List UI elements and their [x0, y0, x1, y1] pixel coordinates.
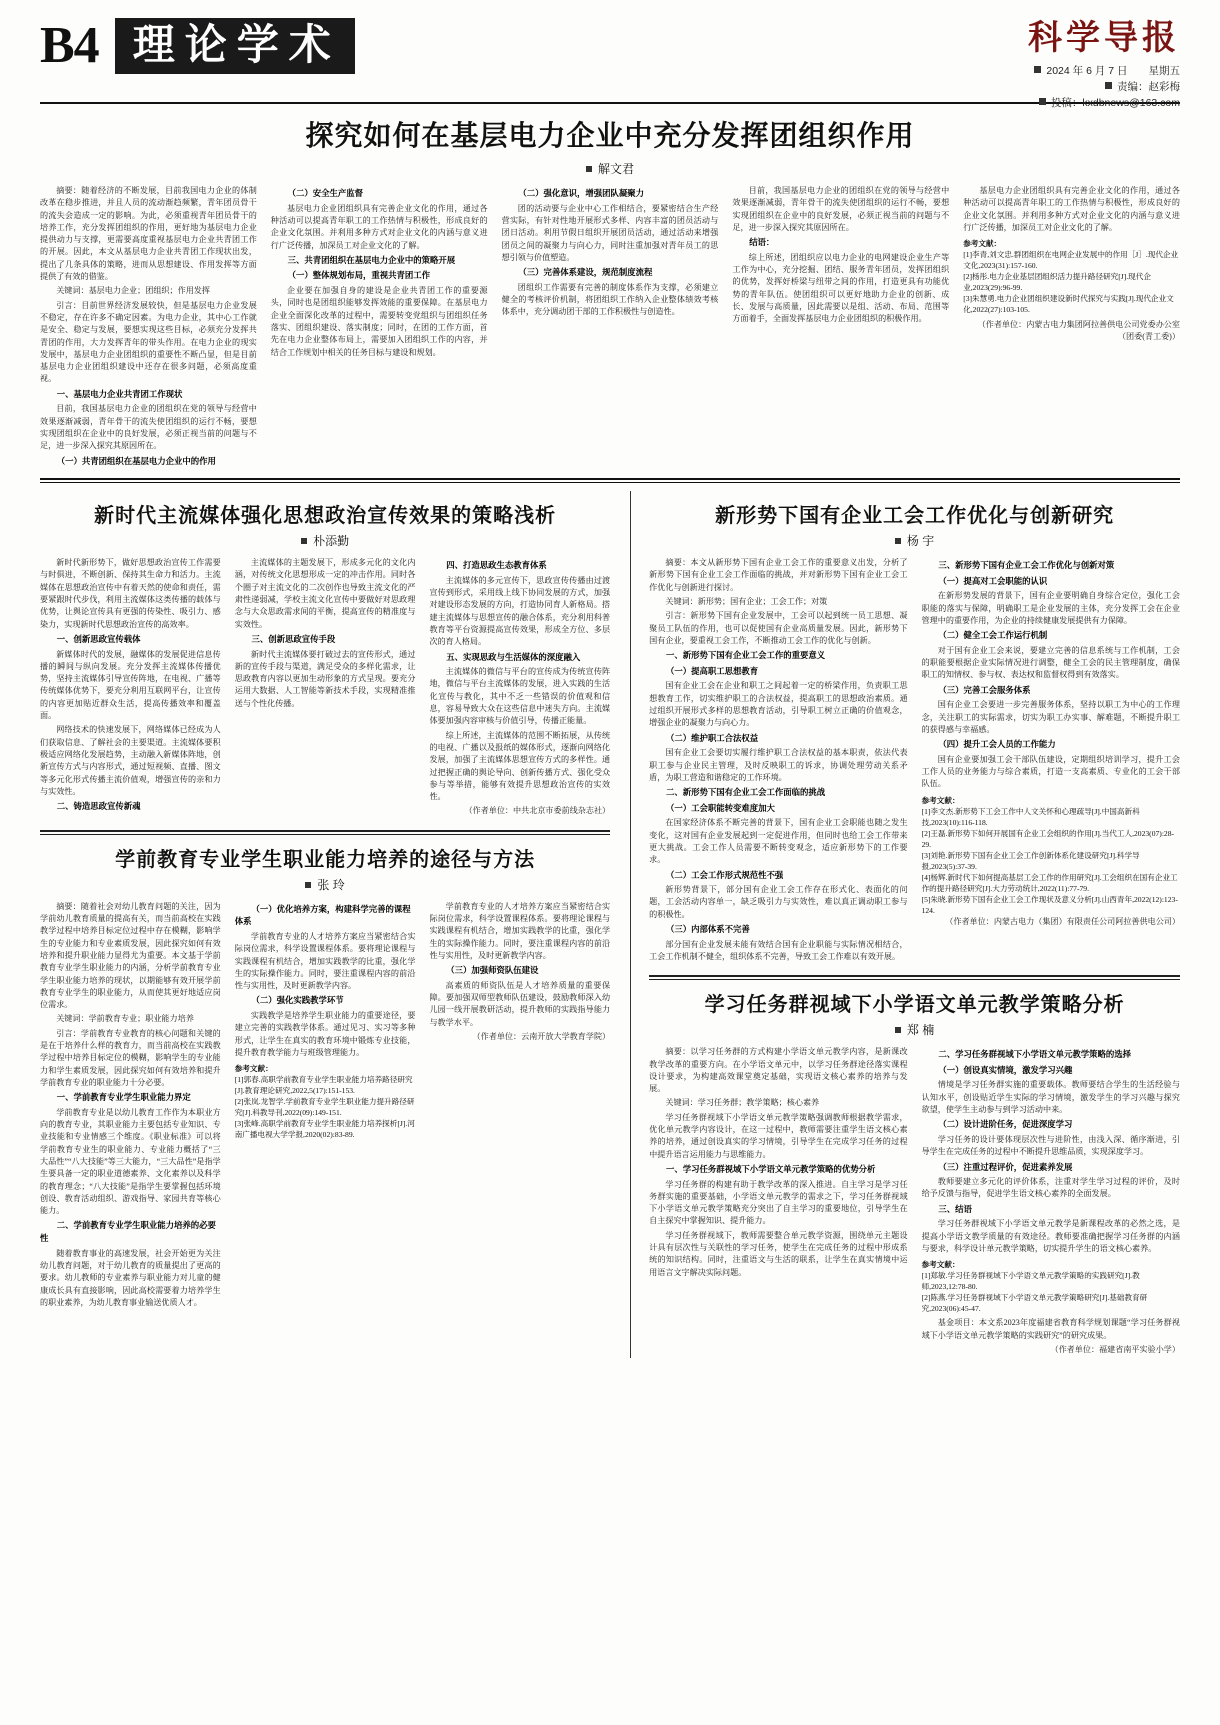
article-5-abstract: 摘要：以学习任务群的方式构建小学语文单元教学内容，是新课改教学改革的重要方向。在小学语文单元中，以学习任务群途径落实课程设计要求，为构建高效课堂奠定基础，实现语文核心素养的培养与发展。 — [649, 1047, 908, 1094]
article-1-affiliation: （作者单位：内蒙古电力集团阿拉善供电公司党委办公室（团委(青工委)） — [977, 320, 1180, 342]
article-5-heading: （一）创设真实情境，激发学习兴趣 — [938, 1065, 1073, 1075]
article-4-lead: 引言：新形势下国有企业发展中，工会可以起到统一员工思想、凝聚员工队伍的作用，也可以促使国有企业高质量发展。因此，新形势下国有企业，要重视工会工作，不断推动工会工作的优化与创新。 — [649, 611, 908, 645]
article-3-byline — [40, 876, 610, 893]
divider-minor — [649, 979, 1180, 980]
article-3-heading: （一）优化培养方案，构建科学完善的课程体系 — [234, 904, 411, 927]
reference-item: [3]刘艳.新形势下国有企业工会工作创新体系化建设研究[J].科学导报,2023(5):37-39. — [921, 850, 1140, 871]
article-1-heading: 结语： — [749, 238, 775, 248]
bullet-icon — [895, 538, 901, 544]
article-4-para: 新形势背景下，部分国有企业工会工作存在形式化、表面化的问题，工会活动内容单一，缺乏吸引力与实效性，难以真正调动职工参与的积极性。 — [649, 885, 908, 919]
article-4-para: 在国家经济体系不断完善的背景下，国有企业工会职能也随之发生变化，这对国有企业发展起到一定促进作用，但同时也给工会工作带来更大挑战。工会工作人员需要不断转变观念，适应新形势下的工作要求。 — [649, 818, 908, 865]
bullet-icon — [301, 538, 307, 544]
article-1-para: 团的活动要与企业中心工作相结合，要紧密结合生产经营实际，有针对性地开展形式多样、内容丰富的团员活动与团日活动。利用节假日组织开展团员活动，通过活动来增强团员之间的凝聚力与向心力，同时注重加强对青年员工的思想引领与价值塑造。 — [501, 203, 719, 262]
article-1-para: 基层电力企业团组织具有完善企业文化的作用，通过各种活动可以提高青年职工的工作热情与积极性，形成良好的企业文化氛围。并利用多种方式对企业文化的内涵与意义进行广泛传播，加深员工对企业文化的了解。 — [963, 186, 1180, 232]
article-4 — [649, 499, 1180, 965]
masthead-meta — [1028, 64, 1180, 111]
article-4-columns — [649, 557, 1180, 965]
article-1-para: 企业要在加强自身的建设是企业共青团工作的重要源头，同时也是团组织能够发挥效能的重要保障。在基层电力企业全面深化改革的过程中，需要转变党组织与团组织任务落实、团组织建设、落实制度；同时，在团的工作方面，首先在电力企业整体布局上，需要加入团组织工作的内容，并结合工作规划中相关的任务目标与建设和规划。 — [270, 286, 488, 357]
article-1-heading: （一）整体规划布局，重视共青团工作 — [287, 271, 430, 281]
article-3-para: 学前教育专业的人才培养方案应当紧密结合实际岗位需求，科学设置课程体系。要将理论课程与实践课程有机结合，增加实践教学的比重，强化学生的实际操作能力。同时，要注重课程内容的前沿性与实用性，及时更新教学内容。 — [429, 901, 611, 960]
article-4-abstract: 摘要：本文从新形势下国有企业工会工作的重要意义出发，分析了新形势下国有企业工会工作面临的挑战，并对新形势下国有企业工会工作优化与创新进行探讨。 — [649, 558, 908, 592]
article-4-col-1 — [649, 557, 907, 965]
article-1-heading: （二）强化意识，增强团队凝聚力 — [518, 189, 645, 198]
article-4-heading: （二）工会工作形式规范性不强 — [665, 870, 784, 880]
article-5-para: 学习任务群视域下，教师需要整合单元教学资源，围绕单元主题设计具有层次性与关联性的学习任务，使学生在完成任务的过程中形成系统的知识结构。同时，注重语文与生活的联系，让学生在真实情境中运用语言文字解决实际问题。 — [649, 1230, 908, 1277]
bullet-icon — [895, 1027, 901, 1033]
reference-item: [4]杨辉.新时代下如何提高基层工会工作的作用研究[J].工会组织在国有企业工作的提升路径研究[J].大力劳动统计,2022(11):77-79. — [921, 872, 1178, 893]
article-1-keywords: 关键词：基层电力企业；团组织；作用发挥 — [56, 286, 210, 296]
article-5-para: 教师要建立多元化的评价体系，注重对学生学习过程的评价，及时给予反馈与指导，促进学生语文核心素养的全面发展。 — [921, 1177, 1180, 1199]
reference-item: [3]朱慧勇.电力企业团组织建设新时代探究与实践[J].现代企业文化,2022(27):103-105. — [963, 294, 1174, 315]
article-2-para: 主流媒体的主题发展下，形成多元化的文化内涵，对传统文化思想形成一定的冲击作用。同时各个圈子对主流文化的二次创作也导致主流文化的严肃性递弱减，学校主流文化宣传中要做好对思政理念与大众思政需求间的平衡，提高宣传的精准度与实效性。 — [234, 558, 416, 629]
article-3-lead: 引言：学前教育专业教育的核心问题和关键的是在于培养什么样的教育力，而当前高校在实践教学过程中培养目标定位的模糊，影响学生的专业能力和学生素质发展，因此探究如何有效培养和提升学前教育专业的职业能力十分必要。 — [40, 1028, 221, 1087]
article-2-para: 新时代主流媒体要打破过去的宣传形式，通过新的宣传手段与渠道，满足受众的多样化需求，让思政教育内容以更加生动形象的方式呈现。要充分运用大数据、人工智能等新技术手段，实现精准推送与个性化传播。 — [234, 649, 416, 708]
article-5-heading: （二）设计进阶任务，促进深度学习 — [938, 1120, 1073, 1130]
paper-name: 科学导报 — [1028, 20, 1180, 57]
article-2-heading: 二、铸造思政宣传新魂 — [56, 802, 141, 812]
article-4-heading: （三）完善工会服务体系 — [938, 685, 1031, 695]
article-4-para: 国有企业工会要进一步完善服务体系，坚持以职工为中心的工作理念，关注职工的实际需求，切实为职工办实事、解难题，不断提升职工的获得感与幸福感。 — [921, 700, 1180, 734]
reference-item: [2]王磊.新形势下如何开展国有企业工会组织的作用[J].当代工人,2023(07):28-29. — [921, 828, 1175, 849]
refs-title: 参考文献： — [234, 1064, 273, 1074]
article-5-col-2 — [922, 1046, 1180, 1358]
article-2-columns — [40, 557, 610, 820]
article-5-para: 情境是学习任务群实施的重要载体。教师要结合学生的生活经验与认知水平，创设贴近学生实际的学习情境，激发学生的学习兴趣与探究欲望，使学生主动参与到学习活动中来。 — [921, 1080, 1180, 1115]
article-1-lead: 引言：目前世界经济发展较快，但是基层电力企业发展不稳定，存在许多不确定因素。为电力企业，其中心工作就是安全、稳定与发展，要想实现这些目标，必须充分发挥共青团的作用，大力发挥青年的带头作用。在电力企业的现实发展中，基层电力企业团组织的重要性不断凸显，但是目前基层电力企业团组织建设中还存在很多问题，必须高度重视。 — [40, 300, 257, 384]
article-3 — [40, 843, 610, 1311]
article-2-para: 新时代新形势下，做好思想政治宣传工作需要与时俱进，不断创新、保持其生命力和活力。主流媒体在思想政治宣传中有着天然的使命和责任，需要紧跟时代步伐，利用主流媒体这类传播的载体与优势，让舆论宣传具有更强的传染性、吸引力、感染力，实现新时代思想政治宣传的高效率。 — [40, 558, 221, 629]
reference-item: [1]李青,刘文忠.群团组织在电网企业发展中的作用［J］.现代企业文化,2023(31):157-160. — [963, 250, 1179, 271]
page-folio: B4 — [40, 17, 99, 74]
article-1-references — [963, 238, 1180, 315]
article-2-author: 朴添勤 — [313, 534, 350, 549]
article-3-heading: 一、学前教育专业学生职业能力界定 — [56, 1093, 191, 1103]
article-1-byline — [40, 160, 1180, 177]
article-2-heading: 五、实现思政与生活媒体的深度融入 — [446, 652, 581, 662]
article-1-title: 探究如何在基层电力企业中充分发挥团组织作用 — [305, 120, 915, 151]
article-4-para: 在新形势发展的背景下，国有企业要明确自身综合定位，强化工会职能的落实与保障，明确职工是企业发展的主体，充分发挥工会在企业管理中的重要作用，为企业的持续健康发展提供有力保障。 — [921, 591, 1180, 625]
article-4-references — [922, 795, 1180, 916]
article-2-title: 新时代主流媒体强化思想政治宣传效果的策略浅析 — [94, 505, 557, 528]
article-2-para: 主流媒体的微信与平台的宣传成为传统宣传阵地，微信与平台主流媒体的发展，进入实践的生活化宣传与教化，其中不乏一些错误的价值观和信息，容易导致大众在这些信息中迷失方向。主流媒体要加强内容审核与价值引导，传播正能量。 — [429, 667, 611, 726]
article-1-para: 目前，我国基层电力企业的团组织在党的领导与经营中效果逐渐减弱，青年骨干的流失使团组织的运行不畅，要想实现团组织在企业中的良好发展，必须正视当前的问题与不足，进一步深入探究其原因所在。 — [732, 186, 950, 232]
article-2-col-1 — [40, 557, 221, 820]
bullet-icon — [305, 882, 311, 888]
article-3-para: 学前教育专业是以幼儿教育工作作为本职业方向的教育专业，其职业能力主要包括专业知识、专业技能和专业情感三个维度。《职业标准》可以将学前教育专业生的职业能力、专业能力概括了“三大品性”“八大技能”等三大能力，“三大品性”是指学生要具备一定的职业道德素养、文化素养以及科学的教育理念；“八大技能”是指学生要掌握包括环境创设、教育活动组织、游戏指导、家园共育等核心能力。 — [40, 1107, 221, 1216]
article-4-heading: 三、新形势下国有企业工会工作优化与创新对策 — [938, 561, 1115, 571]
article-2-byline — [40, 532, 610, 549]
article-4-heading: （二）健全工会工作运行机制 — [938, 631, 1048, 641]
article-4-keywords: 关键词：新形势；国有企业；工会工作；对策 — [665, 597, 828, 607]
article-5-para: 学习任务群的构建有助于教学改革的深入推进。自主学习是学习任务群实施的重要基础，小学语文单元教学的需求之下，学习任务群视域下小学语文单元教学策略充分突出了自主学习的重要地位，引导学生在自主探究中掌握知识、提升能力。 — [649, 1179, 908, 1226]
article-3-columns — [40, 901, 610, 1311]
divider-major — [649, 975, 1180, 977]
article-4-heading: （一）提高对工会职能的认识 — [938, 576, 1048, 586]
article-4-title: 新形势下国有企业工会工作优化与创新研究 — [715, 505, 1115, 528]
article-2 — [40, 499, 610, 820]
article-3-heading: （三）加强师资队伍建设 — [446, 966, 539, 976]
article-1-col-5 — [963, 185, 1180, 470]
article-2-heading: 四、打造思政生态教育体系 — [446, 561, 547, 571]
masthead — [40, 17, 1180, 109]
reference-item: [2]陈燕.学习任务群视域下小学语文单元教学策略研究[J].基础教育研究,2023(06):45-47. — [921, 1293, 1148, 1314]
article-4-heading: （四）提升工会人员的工作能力 — [938, 740, 1056, 750]
article-1-para: 综上所述，团组织应以电力企业的电网建设企业生产等工作为中心，充分挖掘、团结、服务青年团员，发挥团组织的优势，发挥好桥梁与纽带之间的作用，打造更具有功能优势的青年队伍。使团组织可以更好地助力企业的创新、成长、发展与高质量，因此需要以是组、活动、布局、范围等方面着手，全面发挥基层电力企业团组织的积极作用。 — [732, 252, 950, 324]
article-5-col-1 — [649, 1046, 907, 1358]
divider-major — [40, 478, 1180, 480]
article-4-para: 国有企业工会要切实履行维护职工合法权益的基本职责，依法代表职工参与企业民主管理，及时反映职工的诉求，协调处理劳动关系矛盾，为职工营造和谐稳定的工作环境。 — [649, 748, 908, 782]
article-3-para: 实践教学是培养学生职业能力的重要途径，要建立完善的实践教学体系。通过见习、实习等多种形式，让学生在真实的教育环境中锻炼专业技能，提升教育教学能力与班级管理能力。 — [234, 1011, 416, 1057]
article-1-heading: （三）完善体系建设，规范制度流程 — [518, 268, 653, 278]
lower-left-column — [40, 491, 610, 1358]
bullet-icon — [586, 166, 592, 172]
article-1-columns — [40, 185, 1180, 470]
article-3-col-1 — [40, 901, 221, 1311]
article-4-heading: 一、新形势下国有企业工会工作的重要意义 — [665, 651, 826, 661]
reference-item: [5]朱晓.新形势下国有企业工会工作现状及意义分析[J].山西青年,2022(12):123-124. — [921, 894, 1178, 915]
refs-title: 参考文献： — [921, 1260, 960, 1270]
article-1-heading: （一）共青团组织在基层电力企业中的作用 — [56, 456, 216, 466]
article-3-heading: （二）强化实践教学环节 — [251, 996, 344, 1006]
article-3-references — [235, 1063, 416, 1140]
article-5-heading: （三）注重过程评价，促进素养发展 — [938, 1162, 1073, 1172]
article-5-heading: 三、结语 — [938, 1204, 972, 1214]
article-1-col-2 — [271, 185, 488, 470]
refs-title: 参考文献： — [921, 795, 960, 805]
article-1-col-4 — [732, 185, 949, 470]
bullet-icon — [1034, 66, 1041, 73]
article-5-heading: 一、学习任务群视域下小学语文单元教学策略的优势分析 — [665, 1164, 876, 1174]
reference-item: [2]杨彤.电力企业基层团组织活力提升路径研究[J].现代企业,2023(29):96-99. — [963, 272, 1151, 293]
article-4-para: 国有企业工会在企业和职工之间起着一定的桥梁作用，负责职工思想教育工作，切实维护职工的合法权益，提高职工的思想政治素质。通过组织开展形式多样的思想教育活动，引导职工树立正确的价值观念，增强企业的凝聚力与向心力。 — [649, 681, 908, 728]
reference-item: [2]张岚.龙智学.学前教育专业学生职业能力提升路径研究[J].科教导刊,2022(09):149-151. — [234, 1097, 415, 1118]
article-1-para: 基层电力企业团组织具有完善企业文化的作用，通过各种活动可以提高青年职工的工作热情与积极性，形成良好的企业文化氛围。并利用多种方式对企业文化的内涵与意义进行广泛传播，加深员工对企业文化的了解。 — [270, 203, 488, 250]
issue-date: 2024 年 6 月 7 日 星期五 — [1046, 65, 1180, 77]
masthead-left — [40, 18, 1180, 74]
article-4-para: 对于国有企业工会来说，要建立完善的信息系统与工作机制，工会的职能要根据企业实际情况进行调整，健全工会的民主管理制度，确保职工的知情权、参与权、表达权和监督权得到有效落实。 — [921, 645, 1180, 680]
article-5-author: 郑 楠 — [906, 1023, 935, 1038]
article-4-col-2 — [922, 557, 1180, 965]
article-1-para: 团组织工作需要有完善的制度体系作为支撑，必须建立健全的考核评价机制，将团组织工作纳入企业整体绩效考核体系中，充分调动团干部的工作积极性与创造性。 — [501, 282, 719, 317]
reference-item: [1]郭春.高职学前教育专业学生职业能力培养路径研究[J].教育理论研究,2022,5(17):151-153. — [234, 1075, 413, 1096]
lower-grid-row — [40, 491, 1180, 1358]
article-4-heading: （三）内部体系不完善 — [665, 925, 750, 935]
article-5-title: 学习任务群视域下小学语文单元教学策略分析 — [704, 994, 1125, 1017]
reference-item: [1]郑敏.学习任务群视域下小学语文单元教学策略的实践研究[J].教师,2023,12:78-80. — [921, 1271, 1140, 1292]
masthead-right — [1028, 22, 1180, 111]
article-3-col-3 — [429, 901, 610, 1311]
section-title: 理论学术 — [115, 18, 355, 74]
reference-item: [1]李文杰.新形势下工会工作中人文关怀和心理疏导[J].中国高新科技,2023(10):116-118. — [921, 806, 1140, 827]
article-2-heading: 三、创新思政宣传手段 — [251, 634, 336, 644]
article-1-heading: （二）安全生产监督 — [287, 189, 363, 198]
article-3-col-2 — [235, 901, 416, 1311]
article-2-col-2 — [235, 557, 416, 820]
article-5-para: 学习任务群视域下小学语文单元教学是新课程改革的必然之选，是提高小学语文教学质量的有效途径。教师要准确把握学习任务群的内涵与要求，科学设计单元教学策略，切实提升学生的语文核心素养。 — [921, 1219, 1180, 1253]
article-2-para: 新媒体时代的发展，融媒体的发展促进信息传播的瞬间与纵向发展。充分发挥主流媒体传播优势，坚持主流媒体引导宣传阵地，在电视、广播等传统媒体优势下，要充分利用互联网平台，让宣传的内容更加贴近群众生活，提高传播效率和覆盖面。 — [40, 649, 221, 721]
divider-minor — [40, 834, 610, 835]
bullet-icon — [1039, 98, 1046, 105]
submission-email: 投稿：kxdbnews@163.com — [1050, 96, 1180, 109]
masthead-rule — [40, 102, 1180, 104]
lower-grid — [40, 491, 1180, 1358]
article-2-affiliation: （作者单位：中共北京市委前线杂志社） — [464, 806, 611, 816]
editor-line: 责编：赵彩梅 — [1117, 80, 1180, 93]
article-1-heading: 一、基层电力企业共青团工作现状 — [56, 389, 183, 399]
article-4-para: 国有企业要加强工会干部队伍建设，定期组织培训学习，提升工会工作人员的业务能力与综合素质，打造一支高素质、专业化的工会干部队伍。 — [921, 754, 1180, 789]
article-4-para: 部分国有企业发展未能有效结合国有企业职能与实际情况相结合，工会工作机制不健全，组织体系不完善，导致工会工作难以有效开展。 — [649, 939, 908, 961]
article-1-col-1 — [40, 185, 257, 470]
article-3-keywords: 关键词：学前教育专业；职业能力培养 — [56, 1014, 194, 1024]
article-3-para: 学前教育专业的人才培养方案应当紧密结合实际岗位需求，科学设置课程体系。要将理论课程与实践课程有机结合，增加实践教学的比重，强化学生的实际操作能力。同时，要注重课程内容的前沿性与实用性，及时更新教学内容。 — [234, 931, 416, 991]
article-4-heading: （一）提高职工思想教育 — [665, 666, 759, 676]
article-3-heading: 二、学前教育专业学生职业能力培养的必要性 — [40, 1221, 216, 1244]
article-2-heading: 一、创新思政宣传载体 — [56, 634, 141, 644]
article-1-para: 目前，我国基层电力企业的团组织在党的领导与经营中效果逐渐减弱，青年骨干的流失使团组织的运行不畅，要想实现团组织在企业中的良好发展，必须正视当前的问题与不足，进一步深入探究其原因所在。 — [40, 404, 257, 451]
article-5-keywords: 关键词：学习任务群；教学策略；核心素养 — [665, 1098, 820, 1108]
article-4-heading: 二、新形势下国有企业工会工作面临的挑战 — [665, 788, 826, 798]
article-3-author: 张 玲 — [317, 877, 345, 892]
article-4-author: 杨 宇 — [906, 534, 935, 549]
article-5-para: 学习任务的设计要体现层次性与进阶性，由浅入深、循序渐进，引导学生在完成任务的过程中不断提升思维品质，实现深度学习。 — [921, 1134, 1180, 1157]
article-3-para: 高素质的师资队伍是人才培养质量的重要保障。要加强双师型教师队伍建设，鼓励教师深入幼儿园一线开展教研活动，提升教师的实践指导能力与教学水平。 — [429, 980, 611, 1027]
article-3-affiliation: （作者单位：云南开放大学教育学院） — [472, 1032, 611, 1041]
article-2-col-3 — [429, 557, 610, 820]
article-1 — [40, 114, 1180, 470]
refs-title: 参考文献： — [963, 239, 1002, 249]
article-4-affiliation: （作者单位：内蒙古电力（集团）有限责任公司阿拉善供电公司） — [945, 916, 1180, 926]
article-2-para: 网络技术的快速发展下，网络媒体已经成为人们获取信息、了解社会的主要渠道。主流媒体要积极适应网络化发展趋势，主动融入新媒体阵地，创新宣传方式与内容形式，通过短视频、直播、图文等多元化形式传播主流价值观，增强宣传的亲和力与实效性。 — [40, 725, 221, 796]
article-5-heading: 二、学习任务群视域下小学语文单元教学策略的选择 — [938, 1050, 1131, 1060]
article-3-para: 随着教育事业的高速发展，社会开始更为关注幼儿教育问题，对于幼儿教育的质量提出了更高的要求。幼儿教师的专业素养与职业能力对儿童的健康成长具有直接影响，因此高校需要着力培养学生的职业素养，为幼儿教育事业输送优质人才。 — [40, 1248, 221, 1307]
article-5-byline — [649, 1021, 1180, 1038]
article-3-title: 学前教育专业学生职业能力培养的途径与方法 — [115, 848, 536, 871]
divider-minor — [40, 482, 1180, 483]
article-4-byline — [649, 532, 1180, 549]
article-2-para: 主流媒体的多元宣传下，思政宣传传播由过渡宣传到形式，采用线上线下协同发展的方式，加强对建设形态发展的方向，打造协同育人新格局。搭建主流媒体与思想宣传的融合体系，充分利用科普教育等平台资源提高宣传效果，形成全方位、多层次的育人格局。 — [429, 575, 611, 647]
lower-right-column — [630, 491, 1180, 1358]
bullet-icon — [1105, 82, 1112, 89]
article-5-lead: 学习任务群视域下小学语文单元教学策略强调教师根据教学需求，优化单元教学内容设计，在这一过程中，教师需要注重学生语文核心素养的培养，通过创设真实的学习情境，引导学生在完成学习任务的过程中提升语言运用能力与思维能力。 — [649, 1112, 908, 1159]
article-5-fund-note: 基金项目：本文系2023年度福建省教育科学规划课题“学习任务群视域下小学语文单元教学策略的实践研究”的研究成果。 — [921, 1318, 1180, 1340]
article-1-abstract: 摘要：随着经济的不断发展，目前我国电力企业的体制改革在稳步推进，并且人员的流动渐趋频繁，青年团员骨干的流失会造成一定的影响。为此，必须重视青年团员骨干的培养工作，充分发挥团组织的作用，更好地为基层电力企业提供动力与支撑，更需要高度重视基层电力企业共青团工作的开展。因此，本文从基层电力企业共青团工作现状出发，提出了几条具体的策略，进而从思想建设、作用发挥等方面提供了有效的借鉴。 — [40, 186, 257, 282]
article-5-references — [922, 1259, 1180, 1314]
article-3-abstract: 摘要：随着社会对幼儿教育问题的关注，因为学前幼儿教育质量的提高有关，而当前高校在实践教学过程中培养目标定位过程中存在模糊，影响学生的专业能力和专业素质发展，因此探究如何有效培养和提升职业能力显得尤为重要。本文基于学前教育专业学生职业能力的内涵，分析学前教育专业学生职业能力培养的现状，以期能够有效开展学前教育专业学生的职业能力，从而使其更好地适应岗位需求。 — [40, 901, 221, 1010]
article-4-heading: （二）维护职工合法权益 — [665, 733, 759, 743]
article-1-heading: 三、共青团组织在基层电力企业中的策略开展 — [287, 255, 456, 265]
reference-item: [3]张峰.高职学前教育专业学生职业能力培养探析[J].河南广播电视大学学报,2020(02):83-89. — [234, 1119, 415, 1140]
article-1-col-3 — [502, 185, 719, 470]
article-5-affiliation: （作者单位：福建省南平实验小学） — [1050, 1344, 1180, 1354]
article-4-heading: （一）工会职能转变难度加大 — [665, 803, 775, 813]
article-5-columns — [649, 1046, 1180, 1358]
article-1-author: 解文君 — [597, 162, 634, 176]
divider-major — [40, 830, 610, 832]
article-5 — [649, 988, 1180, 1358]
article-2-para: 综上所述，主流媒体的范围不断拓展，从传统的电视、广播以及报纸的媒体形式，逐渐向网络化发展，加强了主流媒体思想宣传方式的多样性。通过把握正确的舆论导向、创新传播方式、强化受众参与等举措，能够有效提升思想政治宣传的实效性。 — [429, 730, 611, 802]
